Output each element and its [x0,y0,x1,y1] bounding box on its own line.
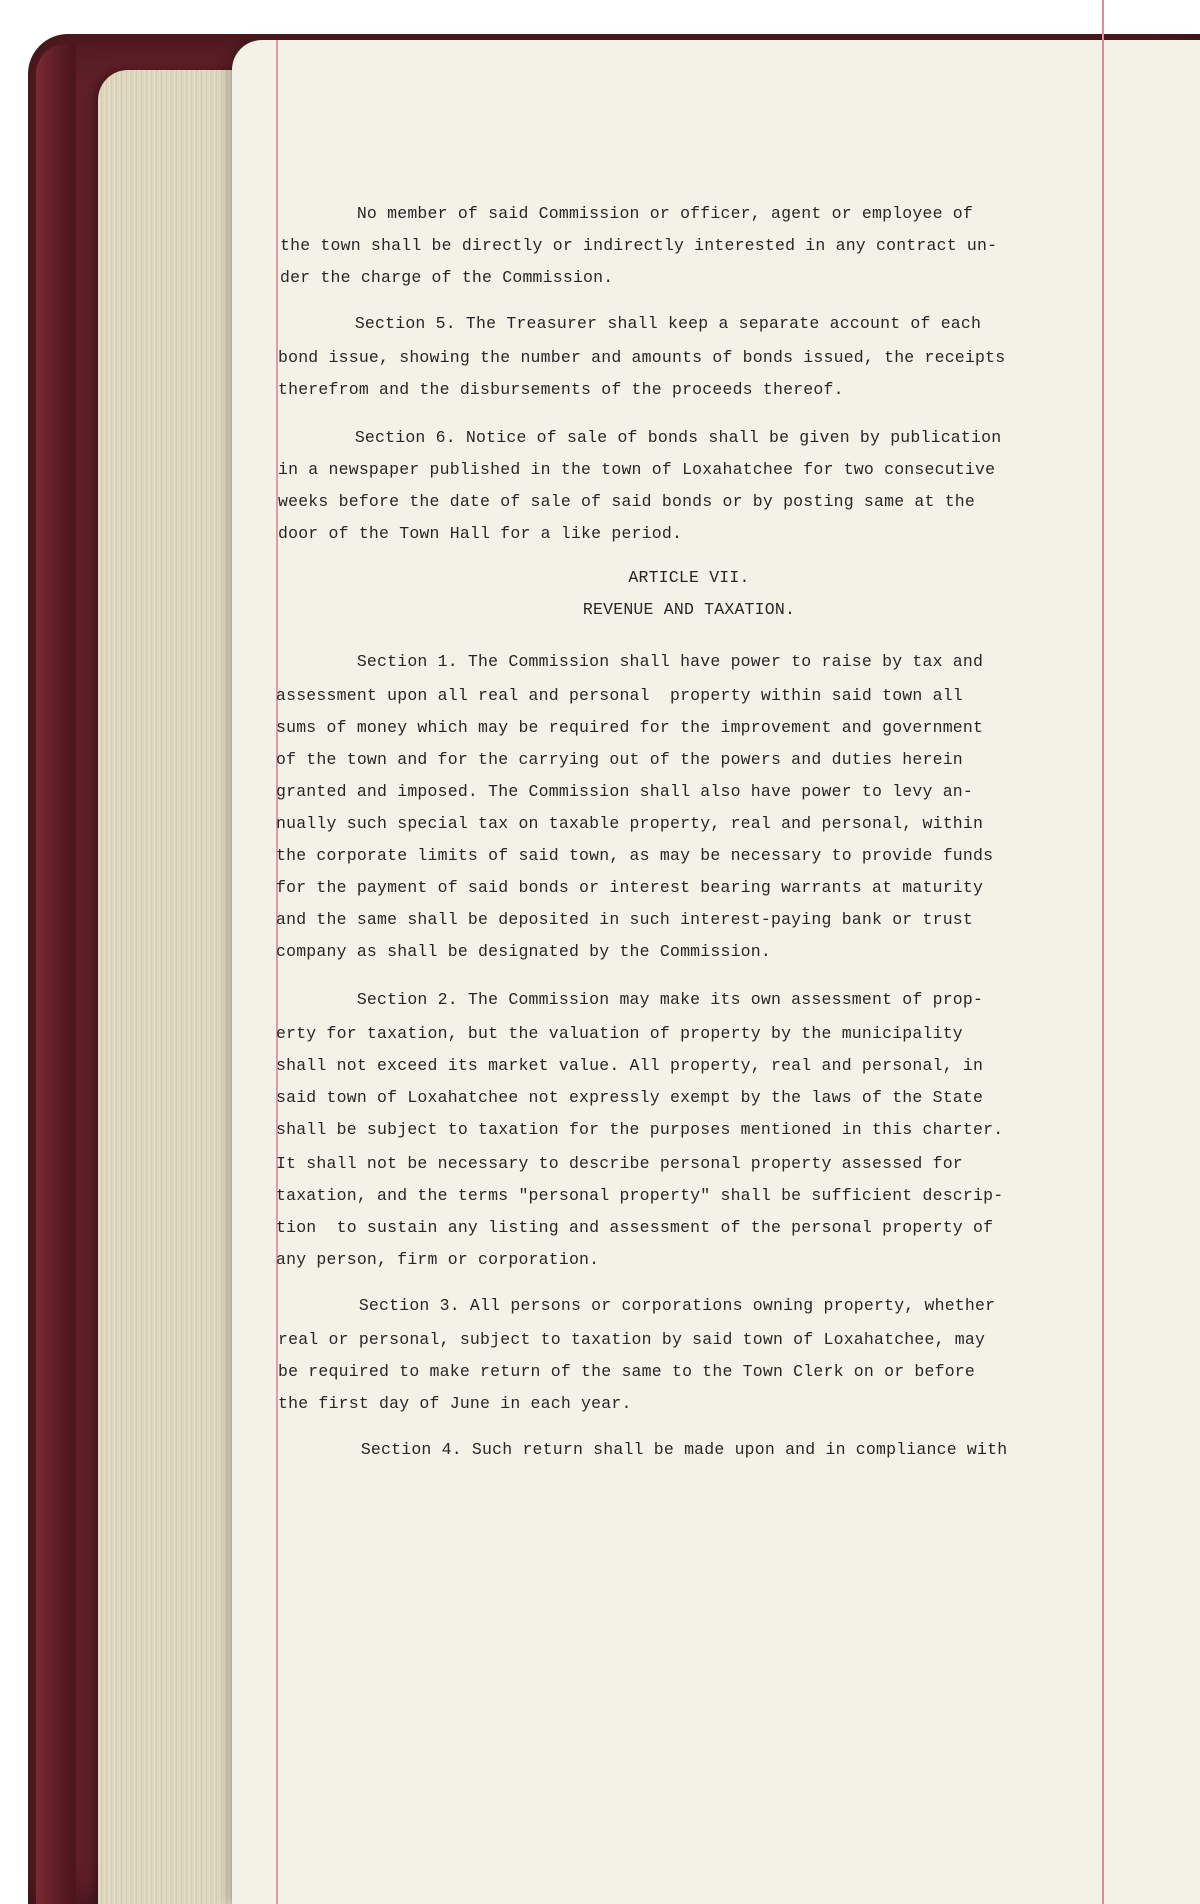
text-line: Section 1. The Commission shall have power to raise by tax and [276,652,984,671]
text-line: shall be subject to taxation for the purposes mentioned in this charter. [276,1120,1004,1139]
article-number: ARTICLE VII. [628,568,750,587]
text-line: taxation, and the terms "personal property" shall be sufficient descrip- [276,1186,1004,1205]
text-line: therefrom and the disbursements of the proceeds thereof. [278,380,844,399]
text-line: sums of money which may be required for the improvement and government [276,718,984,737]
text-line: tion to sustain any listing and assessment of the personal property of [276,1218,994,1237]
text-line: der the charge of the Commission. [280,268,614,287]
text-line: the first day of June in each year. [278,1394,632,1413]
text-line: Section 5. The Treasurer shall keep a separate account of each [274,314,982,333]
text-line: shall not exceed its market value. All property, real and personal, in [276,1056,984,1075]
text-line: weeks before the date of sale of said bonds or by posting same at the [278,492,976,511]
right-margin-rule [1102,0,1104,1904]
text-line: door of the Town Hall for a like period. [278,524,683,543]
text-line: the town shall be directly or indirectly interested in any contract un- [280,236,998,255]
article-title: REVENUE AND TAXATION. [582,600,796,619]
text-line: bond issue, showing the number and amounts of bonds issued, the receipts [278,348,1006,367]
text-line: in a newspaper published in the town of Loxahatchee for two consecutive [278,460,996,479]
text-line: the corporate limits of said town, as may be necessary to provide funds [276,846,994,865]
text-line: erty for taxation, but the valuation of property by the municipality [276,1024,963,1043]
text-line: said town of Loxahatchee not expressly exempt by the laws of the State [276,1088,984,1107]
text-line: real or personal, subject to taxation by said town of Loxahatchee, may [278,1330,986,1349]
text-line: any person, firm or corporation. [276,1250,600,1269]
text-line: Section 4. Such return shall be made upon and in compliance with [280,1440,1008,1459]
text-line: nually such special tax on taxable property, real and personal, within [276,814,984,833]
text-line: be required to make return of the same to the Town Clerk on or before [278,1362,976,1381]
text-line: for the payment of said bonds or interest bearing warrants at maturity [276,878,984,897]
text-line: of the town and for the carrying out of the powers and duties herein [276,750,963,769]
text-line: company as shall be designated by the Commission. [276,942,771,961]
text-line: Section 3. All persons or corporations owning property, whether [278,1296,996,1315]
text-line: Section 2. The Commission may make its own assessment of prop- [276,990,984,1009]
text-line: No member of said Commission or officer, agent or employee of [276,204,974,223]
text-line: It shall not be necessary to describe personal property assessed for [276,1154,963,1173]
text-line: and the same shall be deposited in such interest-paying bank or trust [276,910,974,929]
book-spine-edge [36,44,76,1904]
text-line: granted and imposed. The Commission shall also have power to levy an- [276,782,974,801]
text-line: assessment upon all real and personal property within said town all [276,686,963,705]
text-line: Section 6. Notice of sale of bonds shall be given by publication [274,428,1002,447]
